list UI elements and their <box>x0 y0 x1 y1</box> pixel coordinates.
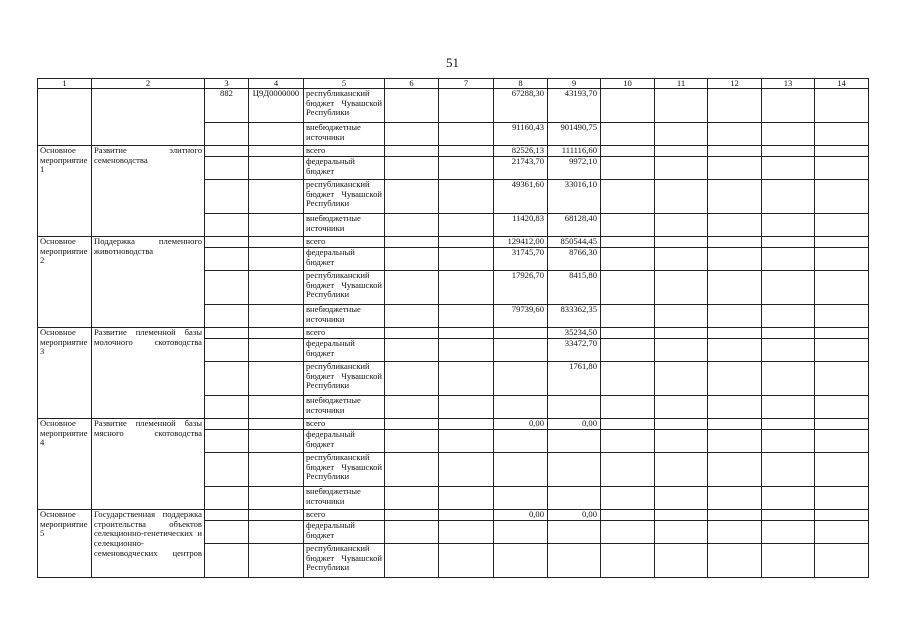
measure-title: Развитие племенной базы молочного скотоводства <box>92 328 205 419</box>
header-cell-8: 8 <box>494 79 548 89</box>
cell-col-11 <box>655 362 708 396</box>
cell-col-7 <box>439 248 494 271</box>
cell-col-6 <box>385 146 439 157</box>
value-col-9: 901490,75 <box>548 123 601 146</box>
cell-col-12 <box>708 271 762 305</box>
header-cell-4: 4 <box>249 79 304 89</box>
cell-col-7 <box>439 362 494 396</box>
cell-col-11 <box>655 419 708 430</box>
cell-col-11 <box>655 214 708 237</box>
cell-col-11 <box>655 328 708 339</box>
cell-col-12 <box>708 123 762 146</box>
code-grbs <box>205 328 249 339</box>
cell-col-14 <box>815 521 869 544</box>
code-csr: Ц9Д0000000 <box>249 89 304 123</box>
cell-col-6 <box>385 89 439 123</box>
cell-col-10 <box>601 328 655 339</box>
cell-col-11 <box>655 339 708 362</box>
value-col-9 <box>548 544 601 578</box>
cell-col-11 <box>655 521 708 544</box>
cell-col-12 <box>708 362 762 396</box>
cell-col-14 <box>815 305 869 328</box>
cell-col-6 <box>385 305 439 328</box>
cell-col-13 <box>762 430 815 453</box>
budget-table <box>37 78 869 578</box>
code-csr <box>249 453 304 487</box>
measure-label: Основное мероприятие 3 <box>38 328 92 419</box>
cell-col-11 <box>655 396 708 419</box>
cell-col-12 <box>708 453 762 487</box>
cell-col-13 <box>762 271 815 305</box>
code-csr <box>249 419 304 430</box>
cell-col-13 <box>762 248 815 271</box>
cell-col-7 <box>439 430 494 453</box>
cell-col-7 <box>439 214 494 237</box>
cell-col-7 <box>439 146 494 157</box>
cell-col-12 <box>708 305 762 328</box>
code-grbs <box>205 510 249 521</box>
cell-col-14 <box>815 362 869 396</box>
cell-col-13 <box>762 180 815 214</box>
funding-source: всего <box>304 510 385 521</box>
cell-col-12 <box>708 521 762 544</box>
cell-col-13 <box>762 521 815 544</box>
cell-col-11 <box>655 157 708 180</box>
header-cell-10: 10 <box>601 79 655 89</box>
cell-col-13 <box>762 123 815 146</box>
cell-col-12 <box>708 214 762 237</box>
cell-col-12 <box>708 544 762 578</box>
cell-col-6 <box>385 430 439 453</box>
code-csr <box>249 123 304 146</box>
value-col-9: 0,00 <box>548 510 601 521</box>
cell-col-10 <box>601 521 655 544</box>
cell-col-10 <box>601 544 655 578</box>
measure-label <box>38 89 92 146</box>
cell-col-10 <box>601 453 655 487</box>
table-row <box>38 510 869 521</box>
funding-source: республиканский бюджет Чувашской Республики <box>304 180 385 214</box>
cell-col-11 <box>655 487 708 510</box>
value-col-8 <box>494 487 548 510</box>
code-csr <box>249 396 304 419</box>
measure-title <box>92 89 205 146</box>
value-col-8 <box>494 339 548 362</box>
value-col-8: 11420,83 <box>494 214 548 237</box>
cell-col-10 <box>601 146 655 157</box>
cell-col-7 <box>439 123 494 146</box>
cell-col-14 <box>815 89 869 123</box>
value-col-9: 43193,70 <box>548 89 601 123</box>
cell-col-11 <box>655 430 708 453</box>
cell-col-6 <box>385 180 439 214</box>
cell-col-11 <box>655 89 708 123</box>
value-col-9: 850544,45 <box>548 237 601 248</box>
header-cell-14: 14 <box>815 79 869 89</box>
value-col-9 <box>548 521 601 544</box>
value-col-8: 82526,13 <box>494 146 548 157</box>
measure-title: Поддержка племенного животноводства <box>92 237 205 328</box>
cell-col-10 <box>601 487 655 510</box>
cell-col-13 <box>762 362 815 396</box>
cell-col-11 <box>655 271 708 305</box>
cell-col-14 <box>815 214 869 237</box>
cell-col-13 <box>762 157 815 180</box>
code-csr <box>249 339 304 362</box>
cell-col-11 <box>655 305 708 328</box>
cell-col-7 <box>439 305 494 328</box>
value-col-9: 833362,35 <box>548 305 601 328</box>
code-grbs: 882 <box>205 89 249 123</box>
header-cell-9: 9 <box>548 79 601 89</box>
value-col-8: 91160,43 <box>494 123 548 146</box>
cell-col-10 <box>601 214 655 237</box>
cell-col-10 <box>601 339 655 362</box>
table-row <box>38 146 869 157</box>
cell-col-11 <box>655 237 708 248</box>
measure-title: Развитие элитного семеноводства <box>92 146 205 237</box>
cell-col-14 <box>815 453 869 487</box>
cell-col-7 <box>439 419 494 430</box>
code-csr <box>249 214 304 237</box>
code-grbs <box>205 396 249 419</box>
cell-col-13 <box>762 237 815 248</box>
cell-col-13 <box>762 544 815 578</box>
funding-source: всего <box>304 237 385 248</box>
code-grbs <box>205 305 249 328</box>
value-col-9: 1761,80 <box>548 362 601 396</box>
cell-col-7 <box>439 521 494 544</box>
code-grbs <box>205 453 249 487</box>
measure-title: Государственная поддержка строительства объектов селекционно-генетических и селекционно-семеноводческих центров <box>92 510 205 578</box>
cell-col-12 <box>708 237 762 248</box>
cell-col-12 <box>708 510 762 521</box>
header-cell-6: 6 <box>385 79 439 89</box>
cell-col-14 <box>815 510 869 521</box>
cell-col-14 <box>815 248 869 271</box>
cell-col-6 <box>385 123 439 146</box>
cell-col-12 <box>708 157 762 180</box>
code-csr <box>249 271 304 305</box>
cell-col-7 <box>439 89 494 123</box>
cell-col-12 <box>708 180 762 214</box>
cell-col-6 <box>385 544 439 578</box>
cell-col-6 <box>385 419 439 430</box>
funding-source: республиканский бюджет Чувашской Республики <box>304 544 385 578</box>
code-csr <box>249 237 304 248</box>
funding-source: всего <box>304 146 385 157</box>
value-col-9: 0,00 <box>548 419 601 430</box>
cell-col-10 <box>601 510 655 521</box>
table-row <box>38 419 869 430</box>
cell-col-10 <box>601 305 655 328</box>
value-col-8: 129412,00 <box>494 237 548 248</box>
cell-col-6 <box>385 510 439 521</box>
cell-col-7 <box>439 487 494 510</box>
funding-source: республиканский бюджет Чувашской Республики <box>304 362 385 396</box>
code-grbs <box>205 157 249 180</box>
code-grbs <box>205 339 249 362</box>
code-csr <box>249 521 304 544</box>
funding-source: внебюджетные источники <box>304 396 385 419</box>
value-col-8: 21743,70 <box>494 157 548 180</box>
value-col-8 <box>494 396 548 419</box>
cell-col-11 <box>655 510 708 521</box>
cell-col-12 <box>708 487 762 510</box>
cell-col-6 <box>385 271 439 305</box>
header-cell-11: 11 <box>655 79 708 89</box>
cell-col-11 <box>655 544 708 578</box>
cell-col-6 <box>385 339 439 362</box>
cell-col-12 <box>708 89 762 123</box>
cell-col-7 <box>439 237 494 248</box>
header-cell-5: 5 <box>304 79 385 89</box>
cell-col-7 <box>439 180 494 214</box>
funding-source: всего <box>304 328 385 339</box>
cell-col-13 <box>762 419 815 430</box>
code-csr <box>249 362 304 396</box>
cell-col-12 <box>708 248 762 271</box>
code-csr <box>249 510 304 521</box>
value-col-8 <box>494 430 548 453</box>
cell-col-13 <box>762 396 815 419</box>
header-cell-3: 3 <box>205 79 249 89</box>
funding-source: федеральный бюджет <box>304 339 385 362</box>
cell-col-12 <box>708 430 762 453</box>
cell-col-11 <box>655 248 708 271</box>
value-col-9: 8415,80 <box>548 271 601 305</box>
cell-col-10 <box>601 396 655 419</box>
cell-col-6 <box>385 328 439 339</box>
cell-col-13 <box>762 487 815 510</box>
cell-col-13 <box>762 453 815 487</box>
cell-col-10 <box>601 248 655 271</box>
cell-col-7 <box>439 396 494 419</box>
funding-source: федеральный бюджет <box>304 521 385 544</box>
code-grbs <box>205 544 249 578</box>
cell-col-7 <box>439 510 494 521</box>
cell-col-6 <box>385 248 439 271</box>
cell-col-10 <box>601 271 655 305</box>
cell-col-14 <box>815 396 869 419</box>
header-cell-7: 7 <box>439 79 494 89</box>
funding-source: республиканский бюджет Чувашской Республики <box>304 89 385 123</box>
cell-col-14 <box>815 487 869 510</box>
cell-col-7 <box>439 544 494 578</box>
cell-col-14 <box>815 544 869 578</box>
cell-col-6 <box>385 453 439 487</box>
cell-col-12 <box>708 328 762 339</box>
header-cell-1: 1 <box>38 79 92 89</box>
cell-col-12 <box>708 419 762 430</box>
value-col-8 <box>494 362 548 396</box>
cell-col-13 <box>762 328 815 339</box>
value-col-8: 49361,60 <box>494 180 548 214</box>
cell-col-6 <box>385 521 439 544</box>
cell-col-10 <box>601 89 655 123</box>
code-grbs <box>205 214 249 237</box>
cell-col-10 <box>601 362 655 396</box>
code-grbs <box>205 248 249 271</box>
cell-col-14 <box>815 328 869 339</box>
value-col-8 <box>494 544 548 578</box>
cell-col-13 <box>762 305 815 328</box>
value-col-9 <box>548 396 601 419</box>
cell-col-7 <box>439 271 494 305</box>
code-grbs <box>205 521 249 544</box>
value-col-9: 111116,60 <box>548 146 601 157</box>
code-csr <box>249 180 304 214</box>
cell-col-10 <box>601 123 655 146</box>
funding-source: всего <box>304 419 385 430</box>
cell-col-10 <box>601 180 655 214</box>
cell-col-6 <box>385 157 439 180</box>
cell-col-14 <box>815 430 869 453</box>
funding-source: федеральный бюджет <box>304 157 385 180</box>
cell-col-11 <box>655 146 708 157</box>
cell-col-6 <box>385 362 439 396</box>
cell-col-14 <box>815 123 869 146</box>
cell-col-10 <box>601 430 655 453</box>
code-grbs <box>205 271 249 305</box>
value-col-9: 9972,10 <box>548 157 601 180</box>
cell-col-11 <box>655 453 708 487</box>
table-row <box>38 89 869 123</box>
cell-col-7 <box>439 339 494 362</box>
header-cell-13: 13 <box>762 79 815 89</box>
cell-col-14 <box>815 237 869 248</box>
cell-col-6 <box>385 396 439 419</box>
cell-col-13 <box>762 510 815 521</box>
funding-source: внебюджетные источники <box>304 305 385 328</box>
cell-col-13 <box>762 214 815 237</box>
cell-col-13 <box>762 146 815 157</box>
value-col-8 <box>494 453 548 487</box>
code-csr <box>249 544 304 578</box>
cell-col-7 <box>439 328 494 339</box>
page-number: 51 <box>446 55 459 70</box>
funding-source: республиканский бюджет Чувашской Республики <box>304 271 385 305</box>
table-row <box>38 328 869 339</box>
code-grbs <box>205 180 249 214</box>
value-col-8: 31745,70 <box>494 248 548 271</box>
code-csr <box>249 487 304 510</box>
cell-col-11 <box>655 123 708 146</box>
code-grbs <box>205 123 249 146</box>
value-col-9 <box>548 487 601 510</box>
cell-col-12 <box>708 146 762 157</box>
cell-col-14 <box>815 146 869 157</box>
measure-label: Основное мероприятие 1 <box>38 146 92 237</box>
cell-col-12 <box>708 396 762 419</box>
cell-col-6 <box>385 237 439 248</box>
header-cell-12: 12 <box>708 79 762 89</box>
funding-source: внебюджетные источники <box>304 487 385 510</box>
code-csr <box>249 328 304 339</box>
value-col-8: 79739,60 <box>494 305 548 328</box>
value-col-9: 33472,70 <box>548 339 601 362</box>
value-col-8: 0,00 <box>494 510 548 521</box>
funding-source: внебюджетные источники <box>304 123 385 146</box>
cell-col-6 <box>385 214 439 237</box>
cell-col-10 <box>601 419 655 430</box>
cell-col-12 <box>708 339 762 362</box>
cell-col-13 <box>762 339 815 362</box>
value-col-8: 17926,70 <box>494 271 548 305</box>
code-grbs <box>205 237 249 248</box>
measure-title: Развитие племенной базы мясного скотоводства <box>92 419 205 510</box>
code-csr <box>249 146 304 157</box>
code-csr <box>249 157 304 180</box>
value-col-8 <box>494 328 548 339</box>
code-csr <box>249 430 304 453</box>
cell-col-6 <box>385 487 439 510</box>
cell-col-7 <box>439 157 494 180</box>
cell-col-14 <box>815 419 869 430</box>
cell-col-14 <box>815 180 869 214</box>
value-col-9: 68128,40 <box>548 214 601 237</box>
code-grbs <box>205 362 249 396</box>
value-col-8: 0,00 <box>494 419 548 430</box>
cell-col-14 <box>815 271 869 305</box>
measure-label: Основное мероприятие 4 <box>38 419 92 510</box>
value-col-9 <box>548 453 601 487</box>
code-csr <box>249 248 304 271</box>
code-csr <box>249 305 304 328</box>
header-cell-2: 2 <box>92 79 205 89</box>
cell-col-10 <box>601 237 655 248</box>
funding-source: федеральный бюджет <box>304 248 385 271</box>
value-col-9: 35234,50 <box>548 328 601 339</box>
code-grbs <box>205 419 249 430</box>
funding-source: республиканский бюджет Чувашской Республики <box>304 453 385 487</box>
value-col-9: 33016,10 <box>548 180 601 214</box>
funding-source: внебюджетные источники <box>304 214 385 237</box>
table-row <box>38 237 869 248</box>
value-col-8: 67288,30 <box>494 89 548 123</box>
funding-source: федеральный бюджет <box>304 430 385 453</box>
code-grbs <box>205 487 249 510</box>
value-col-9: 8766,30 <box>548 248 601 271</box>
cell-col-7 <box>439 453 494 487</box>
cell-col-14 <box>815 157 869 180</box>
cell-col-13 <box>762 89 815 123</box>
cell-col-10 <box>601 157 655 180</box>
cell-col-14 <box>815 339 869 362</box>
measure-label: Основное мероприятие 2 <box>38 237 92 328</box>
header-row <box>38 79 869 89</box>
code-grbs <box>205 146 249 157</box>
cell-col-11 <box>655 180 708 214</box>
measure-label: Основное мероприятие 5 <box>38 510 92 578</box>
value-col-9 <box>548 430 601 453</box>
value-col-8 <box>494 521 548 544</box>
code-grbs <box>205 430 249 453</box>
